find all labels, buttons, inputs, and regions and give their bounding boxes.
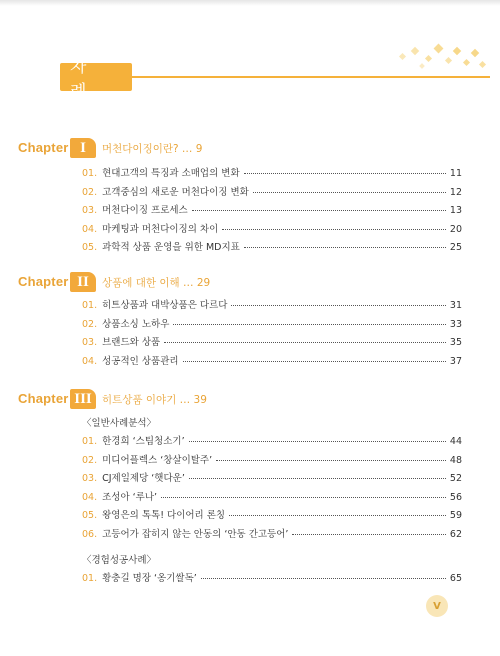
- section-heading-success: 〈경험성공사례〉: [82, 555, 157, 566]
- chapter-3-entries: [82, 415, 462, 589]
- chapter-numeral: III: [70, 389, 96, 409]
- page-title: 차 례: [70, 57, 97, 102]
- chapter-title[interactable]: 상품에 대한 이해 … 29: [102, 277, 211, 289]
- entry-page: 12: [449, 186, 462, 198]
- chapter-label: Chapter: [18, 274, 69, 289]
- dot-leader: [231, 305, 445, 306]
- chapter-2: [18, 272, 488, 294]
- entry-page: 48: [449, 454, 462, 466]
- dot-leader: [216, 460, 446, 461]
- chapter-title[interactable]: 머천다이징이란? … 9: [102, 143, 203, 155]
- entry-title: 상품소싱 노하우: [102, 318, 170, 330]
- entry-number: 05.: [82, 242, 98, 253]
- dot-leader: [244, 173, 446, 174]
- entry-page: 25: [449, 242, 462, 253]
- entry-page: 11: [449, 168, 462, 179]
- toc-entry[interactable]: [82, 507, 462, 526]
- entry-number: 02.: [82, 186, 98, 198]
- entry-title: 마케팅과 머천다이징의 차이: [102, 223, 219, 235]
- chapter-3: [18, 389, 488, 411]
- dot-leader: [201, 578, 446, 579]
- dot-leader: [183, 361, 446, 362]
- entry-number: 02.: [82, 454, 98, 466]
- toc-entry[interactable]: [82, 184, 462, 203]
- entry-title: 한경희 ‘스팀청소기’: [102, 436, 185, 447]
- entry-page: 33: [449, 318, 462, 330]
- toc-entry[interactable]: [82, 239, 462, 258]
- toc-entry[interactable]: [82, 452, 462, 471]
- decorative-dots: [390, 42, 490, 76]
- chapter-1: [18, 138, 488, 160]
- entry-number: 01.: [82, 573, 98, 584]
- entry-title: 과학적 상품 운영을 위한 MD지표: [102, 242, 240, 253]
- dot-leader: [192, 210, 446, 211]
- dot-leader: [229, 515, 446, 516]
- toc-entry[interactable]: [82, 433, 462, 452]
- entry-page: 37: [449, 355, 462, 367]
- entry-number: 01.: [82, 168, 98, 179]
- entry-title: 브랜드와 상품: [102, 337, 161, 348]
- chapter-label: Chapter: [18, 391, 69, 406]
- chapter-1-entries: [82, 165, 462, 258]
- entry-number: 04.: [82, 355, 98, 367]
- page-top-shadow: [0, 0, 500, 6]
- entry-number: 03.: [82, 473, 98, 484]
- toc-entry[interactable]: [82, 297, 462, 316]
- dot-leader: [173, 324, 446, 325]
- entry-number: 02.: [82, 318, 98, 330]
- entry-title: 히트상품과 대박상품은 다르다: [102, 300, 228, 311]
- dot-leader: [244, 247, 446, 248]
- entry-page: 59: [449, 510, 462, 521]
- entry-title: 고객중심의 새로운 머천다이징 변화: [102, 186, 249, 198]
- entry-page: 65: [449, 573, 462, 584]
- toc-entry[interactable]: [82, 202, 462, 221]
- toc-entry[interactable]: [82, 353, 462, 372]
- entry-title: 머천다이징 프로세스: [102, 205, 188, 216]
- dot-leader: [189, 478, 446, 479]
- entry-number: 01.: [82, 300, 98, 311]
- entry-page: 31: [449, 300, 462, 311]
- entry-title: 왕영은의 톡톡! 다이어리 론칭: [102, 510, 226, 521]
- entry-page: 52: [449, 473, 462, 484]
- chapter-title[interactable]: 히트상품 이야기 … 39: [102, 394, 207, 406]
- chapter-2-entries: [82, 297, 462, 371]
- dot-leader: [164, 342, 446, 343]
- dot-leader: [292, 534, 445, 535]
- dot-leader: [189, 441, 446, 442]
- entry-number: 04.: [82, 223, 98, 235]
- entry-title: 조성아 ‘루나’: [102, 491, 158, 503]
- entry-title: 성공적인 상품관리: [102, 355, 179, 367]
- entry-number: 03.: [82, 337, 98, 348]
- toc-entry[interactable]: [82, 221, 462, 240]
- entry-page: 13: [449, 205, 462, 216]
- toc-entry[interactable]: [82, 334, 462, 353]
- chapter-label: Chapter: [18, 140, 69, 155]
- entry-title: CJ제일제당 ‘햇다운’: [102, 473, 185, 484]
- entry-title: 미디어플렉스 ‘창살이탈주’: [102, 454, 213, 466]
- toc-entry[interactable]: [82, 570, 462, 589]
- title-rule: [132, 76, 490, 78]
- chapter-numeral: II: [70, 272, 96, 292]
- entry-number: 06.: [82, 528, 98, 540]
- toc-entry[interactable]: [82, 165, 462, 184]
- contents-title-box: [60, 57, 132, 102]
- dot-leader: [222, 229, 446, 230]
- entry-title: 고등어가 잡히지 않는 안동의 ‘안동 간고등어’: [102, 528, 289, 540]
- entry-page: 35: [449, 337, 462, 348]
- page-number-badge: V: [426, 595, 448, 617]
- entry-number: 03.: [82, 205, 98, 216]
- dot-leader: [253, 192, 446, 193]
- entry-number: 05.: [82, 510, 98, 521]
- entry-number: 04.: [82, 491, 98, 503]
- section-heading-general: 〈일반사례분석〉: [82, 418, 157, 429]
- toc-entry[interactable]: [82, 489, 462, 508]
- toc-entry[interactable]: [82, 526, 462, 545]
- entry-title: 황충길 명장 ‘옹기쌀독’: [102, 573, 197, 584]
- entry-page: 56: [449, 491, 462, 503]
- entry-page: 62: [449, 528, 462, 540]
- chapter-numeral: I: [70, 138, 96, 158]
- entry-number: 01.: [82, 436, 98, 447]
- dot-leader: [161, 497, 446, 498]
- toc-entry[interactable]: [82, 470, 462, 489]
- entry-page: 44: [449, 436, 462, 447]
- entry-title: 현대고객의 특징과 소매업의 변화: [102, 168, 240, 179]
- entry-page: 20: [449, 223, 462, 235]
- toc-entry[interactable]: [82, 316, 462, 335]
